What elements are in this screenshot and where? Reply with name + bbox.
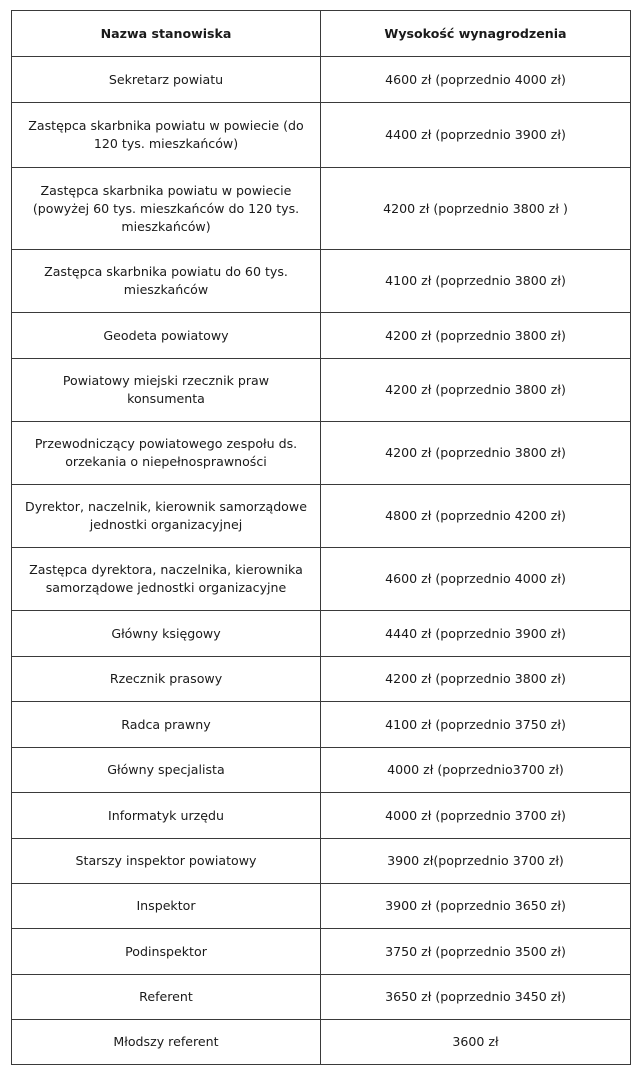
salary-cell: 4000 zł (poprzednio3700 zł) (321, 748, 631, 793)
salary-cell: 4600 zł (poprzednio 4000 zł) (321, 548, 631, 611)
salary-cell: 4100 zł (poprzednio 3750 zł) (321, 702, 631, 748)
position-name-cell: Referent (12, 975, 321, 1020)
position-name-cell: Radca prawny (12, 702, 321, 748)
position-name-cell: Starszy inspektor powiatowy (12, 839, 321, 884)
position-name-cell: Informatyk urzędu (12, 793, 321, 839)
table-row (12, 250, 631, 313)
salary-cell: 4600 zł (poprzednio 4000 zł) (321, 57, 631, 103)
table-row (12, 359, 631, 422)
position-name-cell: Zastępca skarbnika powiatu do 60 tys. mieszkańców (12, 250, 321, 313)
salary-cell: 4200 zł (poprzednio 3800 zł ) (321, 168, 631, 250)
position-name-cell: Zastępca dyrektora, naczelnika, kierownika samorządowe jednostki organizacyjne (12, 548, 321, 611)
position-name-cell: Zastępca skarbnika powiatu w powiecie (powyżej 60 tys. mieszkańców do 120 tys. mieszkańców) (12, 168, 321, 250)
table-row (12, 929, 631, 975)
table-header (12, 11, 631, 57)
salary-cell: 3600 zł (321, 1020, 631, 1065)
position-name-cell: Geodeta powiatowy (12, 313, 321, 359)
salary-table (11, 10, 631, 1065)
table-row (12, 1020, 631, 1065)
position-name-cell: Rzecznik prasowy (12, 657, 321, 702)
table-row (12, 485, 631, 548)
salary-cell: 3900 zł (poprzednio 3650 zł) (321, 884, 631, 929)
table-row (12, 422, 631, 485)
position-name-cell: Inspektor (12, 884, 321, 929)
table-row (12, 657, 631, 702)
table-row (12, 103, 631, 168)
salary-cell: 3650 zł (poprzednio 3450 zł) (321, 975, 631, 1020)
salary-cell: 4200 zł (poprzednio 3800 zł) (321, 359, 631, 422)
table-row (12, 748, 631, 793)
salary-cell: 4400 zł (poprzednio 3900 zł) (321, 103, 631, 168)
position-name-cell: Młodszy referent (12, 1020, 321, 1065)
table-row (12, 793, 631, 839)
table-row (12, 611, 631, 657)
salary-cell: 3750 zł (poprzednio 3500 zł) (321, 929, 631, 975)
position-name-cell: Główny specjalista (12, 748, 321, 793)
table-row (12, 548, 631, 611)
position-name-cell: Dyrektor, naczelnik, kierownik samorządowe jednostki organizacyjnej (12, 485, 321, 548)
table-row (12, 839, 631, 884)
position-name-cell: Główny księgowy (12, 611, 321, 657)
column-header-position: Nazwa stanowiska (12, 11, 321, 57)
salary-cell: 4440 zł (poprzednio 3900 zł) (321, 611, 631, 657)
salary-cell: 4000 zł (poprzednio 3700 zł) (321, 793, 631, 839)
column-header-salary: Wysokość wynagrodzenia (321, 11, 631, 57)
salary-cell: 4200 zł (poprzednio 3800 zł) (321, 657, 631, 702)
table-row (12, 313, 631, 359)
table-row (12, 702, 631, 748)
position-name-cell: Przewodniczący powiatowego zespołu ds. orzekania o niepełnosprawności (12, 422, 321, 485)
salary-cell: 4200 zł (poprzednio 3800 zł) (321, 313, 631, 359)
header-row (12, 11, 631, 57)
position-name-cell: Zastępca skarbnika powiatu w powiecie (do 120 tys. mieszkańców) (12, 103, 321, 168)
table-row (12, 168, 631, 250)
table-row (12, 884, 631, 929)
salary-cell: 4800 zł (poprzednio 4200 zł) (321, 485, 631, 548)
salary-cell: 4100 zł (poprzednio 3800 zł) (321, 250, 631, 313)
salary-cell: 3900 zł(poprzednio 3700 zł) (321, 839, 631, 884)
table-row (12, 57, 631, 103)
position-name-cell: Sekretarz powiatu (12, 57, 321, 103)
position-name-cell: Powiatowy miejski rzecznik praw konsumenta (12, 359, 321, 422)
table-row (12, 975, 631, 1020)
table-body (12, 57, 631, 1065)
salary-cell: 4200 zł (poprzednio 3800 zł) (321, 422, 631, 485)
position-name-cell: Podinspektor (12, 929, 321, 975)
